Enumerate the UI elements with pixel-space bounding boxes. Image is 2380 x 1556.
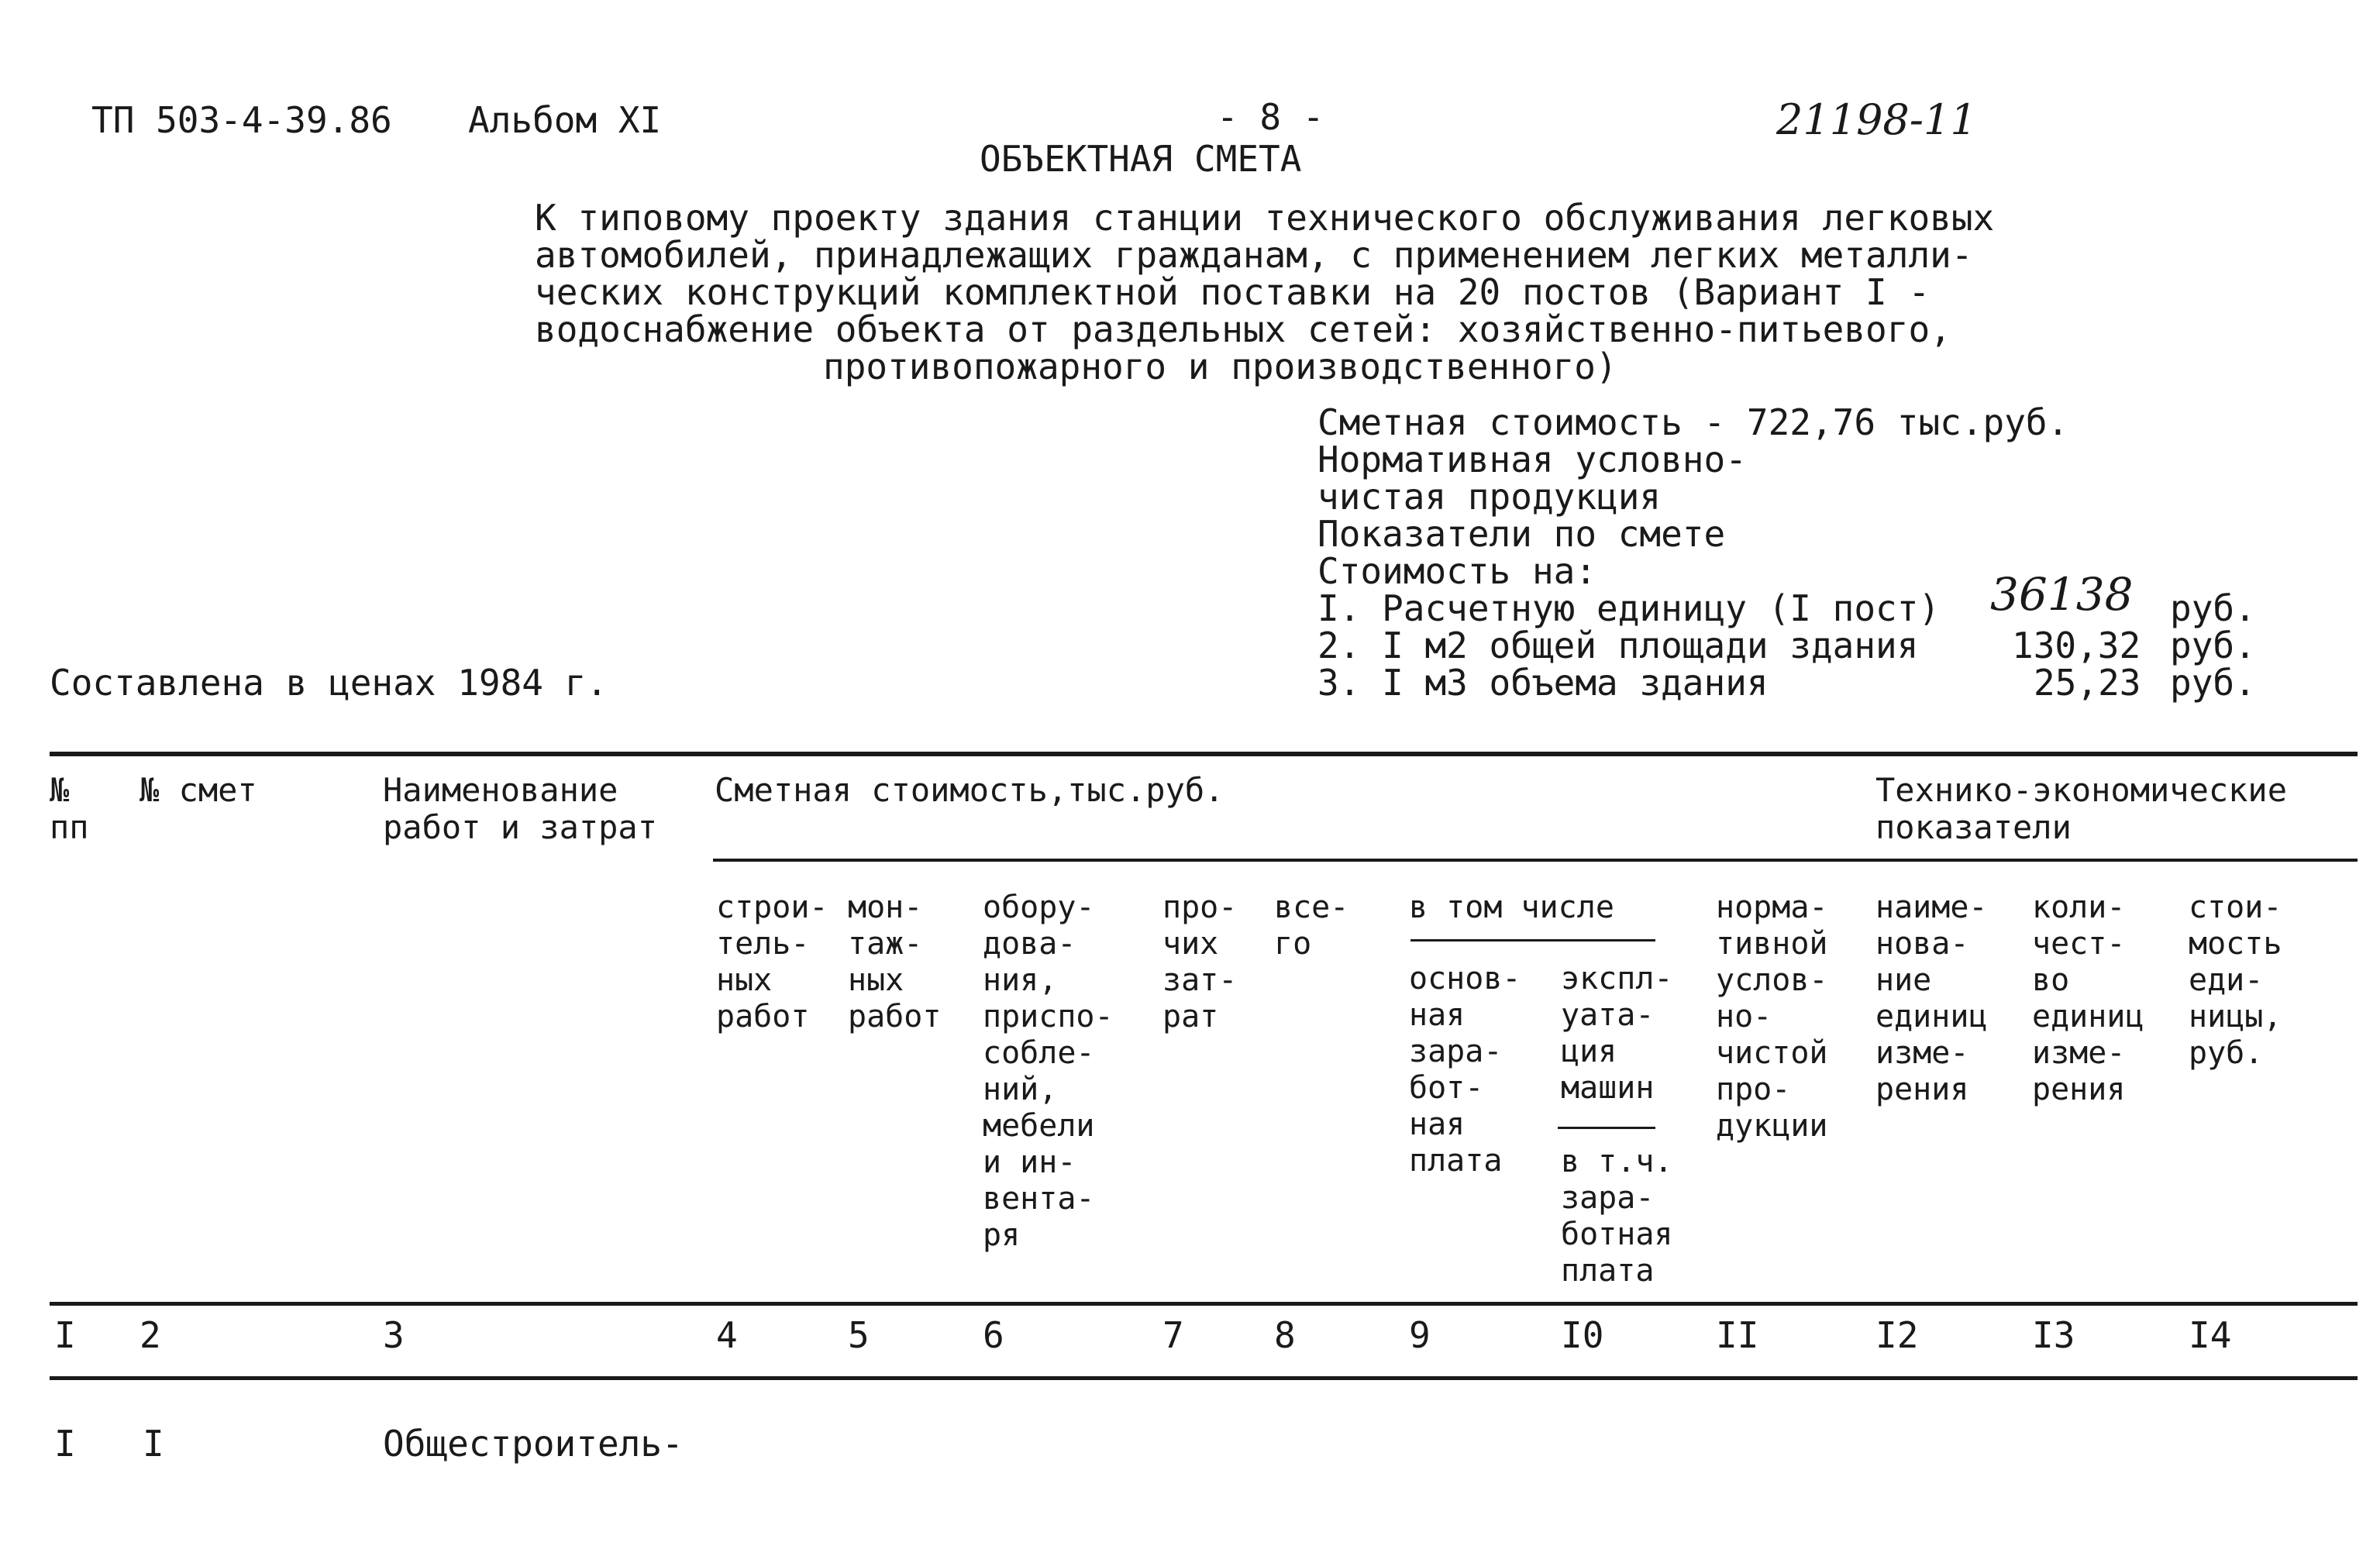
column-number: I (54, 1314, 76, 1356)
estimated-cost: Сметная стоимость - 722,76 тыс.руб. (1317, 401, 2069, 443)
header-total: все- го (1274, 890, 1349, 962)
header-cost-group: Сметная стоимость,тыс.руб. (715, 771, 1224, 809)
normative-product-label: Нормативная условно- (1317, 439, 1747, 480)
machine-salary-rule (1558, 1127, 1655, 1129)
column-number: 7 (1162, 1314, 1184, 1356)
indicator-unit: руб. (2170, 587, 2256, 629)
column-number: I4 (2189, 1314, 2232, 1356)
column-number: 2 (139, 1314, 161, 1356)
document-title: ОБЪЕКТНАЯ СМЕТА (980, 138, 1302, 180)
column-number: II (1716, 1314, 1759, 1356)
indicator-label: 2. I м2 общей площади здания (1317, 625, 1919, 666)
indicator-label: 3. I м3 объема здания (1317, 662, 1769, 704)
indicators-label: Показатели по смете (1317, 513, 1726, 555)
cost-for-label: Стоимость на: (1317, 550, 1597, 592)
description-line: ческих конструкций комплектной поставки на 20 постов (Вариант I - (535, 271, 1931, 313)
description-line: автомобилей, принадлежащих гражданам, с применением легких металли- (535, 234, 1973, 276)
indicator-value: 130,32 (2012, 625, 2141, 666)
description-line: противопожарного и производственного) (823, 346, 1617, 387)
header-base-salary: основ- ная зара- бот- ная плата (1409, 961, 1521, 1179)
header-unit-quantity: коли- чест- во единиц изме- рения (2032, 890, 2144, 1107)
incl-group-rule (1410, 939, 1655, 942)
indicator-unit: руб. (2170, 662, 2256, 704)
table-top-rule (50, 752, 2358, 756)
indicator-label: I. Расчетную единицу (I пост) (1317, 587, 1941, 629)
column-number: 5 (848, 1314, 870, 1356)
column-number: 6 (983, 1314, 1004, 1356)
column-number: 9 (1409, 1314, 1431, 1356)
header-tech-group: Технико-экономические показатели (1875, 771, 2288, 846)
header-bottom-rule (50, 1302, 2358, 1306)
column-number: 3 (383, 1314, 405, 1356)
table-row-pp: I (54, 1423, 76, 1465)
header-including: в том числе (1409, 890, 1614, 925)
column-number: 8 (1274, 1314, 1296, 1356)
column-number: I2 (1875, 1314, 1919, 1356)
header-machine-operation: экспл- уата- ция машин (1561, 961, 1673, 1106)
numbers-bottom-rule (50, 1376, 2358, 1380)
table-row-smeta: I (143, 1423, 164, 1465)
header-unit-name: наиме- нова- ние единиц изме- рения (1875, 890, 1988, 1107)
header-other-costs: про- чих зат- рат (1162, 890, 1238, 1034)
header-construction: строи- тель- ных работ (716, 890, 828, 1034)
header-pp: № пп (50, 771, 89, 846)
header-work-name: Наименование работ и затрат (383, 771, 658, 846)
page-number: - 8 - (1217, 96, 1324, 138)
header-installation: мон- таж- ных работ (848, 890, 942, 1034)
header-machine-salary: в т.ч. зара- ботная плата (1561, 1144, 1673, 1289)
column-number: I0 (1561, 1314, 1604, 1356)
cost-group-rule (713, 859, 2358, 862)
description-line: водоснабжение объекта от раздельных сетей: хозяйственно-питьевого, (535, 308, 1951, 350)
project-code: ТП 503-4-39.86 (91, 99, 392, 141)
indicator-value: 25,23 (2034, 662, 2141, 704)
header-unit-cost: стои- мость еди- ницы, руб. (2189, 890, 2282, 1071)
stamp-number: 21198-11 (1776, 95, 1977, 144)
album-label: Альбом XI (468, 99, 662, 141)
normative-product-label: чистая продукция (1317, 476, 1662, 518)
header-normative-product: норма- тивной услов- но- чистой про- дукции (1716, 890, 1828, 1144)
description-line: К типовому проекту здания станции технического обслуживания легковых (535, 197, 1995, 239)
indicator-unit: руб. (2170, 625, 2256, 666)
column-number: 4 (716, 1314, 738, 1356)
header-equipment: обору- дова- ния, приспо- собле- ний, мебели и ин- вента- ря (983, 890, 1114, 1253)
header-smeta-number: № смет (139, 771, 257, 809)
column-number: I3 (2032, 1314, 2075, 1356)
indicator-value: 36138 (1990, 568, 2134, 621)
prices-note: Составлена в ценах 1984 г. (50, 662, 608, 704)
table-row-name: Общестроитель- (383, 1423, 684, 1465)
